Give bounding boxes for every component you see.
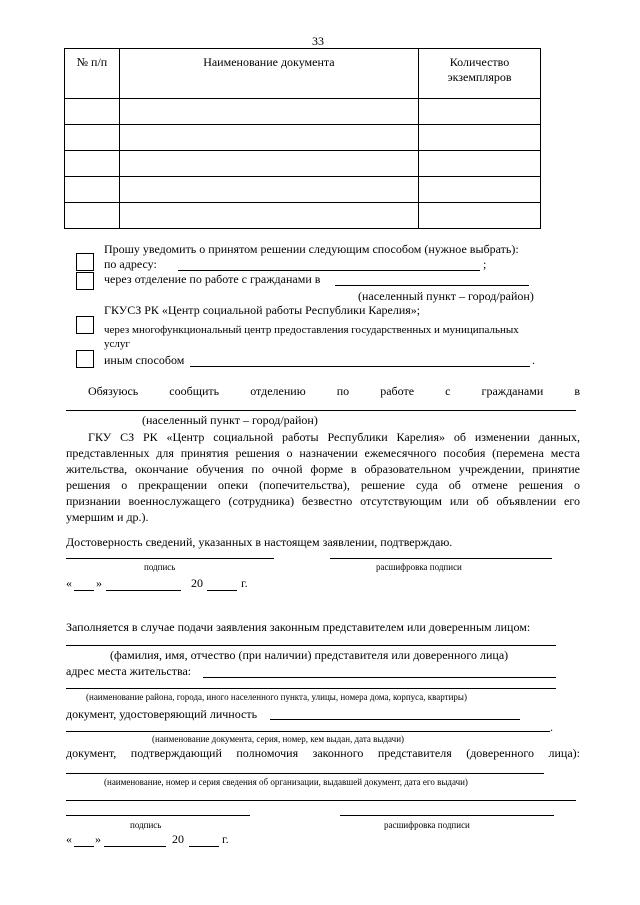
notify-intro: Прошу уведомить о принятом решении следующим способом (нужное выбрать): (104, 242, 519, 256)
table-row (65, 151, 541, 177)
representative-intro: Заполняется в случае подачи заявления законным представителем или доверенным лицом: (66, 620, 531, 634)
applicant-signature-decode-field[interactable] (330, 558, 552, 559)
representative-authority-field[interactable] (66, 773, 544, 774)
applicant-year-suffix: г. (241, 576, 248, 590)
representative-month-field[interactable] (104, 846, 166, 847)
table-row (65, 177, 541, 203)
center-name: ГКУСЗ РК «Центр социальной работы Республики Карелия»; (104, 303, 421, 317)
checkbox-by-address[interactable] (76, 253, 94, 271)
table-cell[interactable] (418, 99, 540, 125)
documents-table (64, 48, 541, 229)
representative-year-prefix: 20 (172, 832, 184, 846)
obligation-line1: Обязуюсь сообщить отделению по работе с гражданами в (88, 384, 580, 398)
obligation-text-line: жительства, окончание обучения по очной форме в образовательном учреждении, принятие (66, 462, 580, 476)
other-end: . (532, 353, 535, 367)
applicant-date-open: « (66, 576, 72, 590)
table-cell[interactable] (65, 125, 120, 151)
confirmation-text: Достоверность сведений, указанных в настоящем заявлении, подтверждаю. (66, 535, 453, 549)
representative-fio-field[interactable] (66, 645, 556, 646)
representative-address-field[interactable] (203, 677, 556, 678)
by-address-end: ; (483, 257, 487, 271)
table-cell[interactable] (65, 203, 120, 229)
checkbox-other[interactable] (76, 350, 94, 368)
table-cell[interactable] (418, 177, 540, 203)
page-number: 33 (312, 34, 324, 48)
other-label: иным способом (104, 353, 185, 367)
table-cell[interactable] (119, 177, 418, 203)
checkbox-via-department[interactable] (76, 272, 94, 290)
obligation-text-line: представленных для принятия решения о назначении ежемесячного пособия (перемена места (66, 446, 580, 460)
table-cell[interactable] (119, 203, 418, 229)
table-cell[interactable] (119, 151, 418, 177)
representative-signature-field[interactable] (66, 815, 250, 816)
table-cell[interactable] (418, 203, 540, 229)
representative-id-doc-end: . (550, 720, 553, 734)
applicant-year-prefix: 20 (191, 576, 203, 590)
applicant-month-field[interactable] (106, 590, 181, 591)
representative-address-label: адрес места жительства: (66, 664, 192, 678)
obligation-locality-field[interactable] (66, 410, 576, 411)
representative-day-field[interactable] (74, 846, 94, 847)
by-address-field[interactable] (178, 270, 480, 271)
table-cell[interactable] (418, 151, 540, 177)
table-row (65, 99, 541, 125)
representative-year-field[interactable] (189, 846, 219, 847)
obligation-text-line: признании военнослужащего (сотрудника) безвестно отсутствующим или об объявлении его (66, 494, 580, 508)
representative-address-field-2[interactable] (66, 688, 556, 689)
representative-decode-field[interactable] (340, 815, 554, 816)
representative-id-doc-hint: (наименование документа, серия, номер, кем выдан, дата выдачи) (152, 734, 405, 744)
table-row (65, 125, 541, 151)
checkbox-mfc[interactable] (76, 316, 94, 334)
table-row (65, 203, 541, 229)
table-header-row (65, 49, 541, 99)
column-header-number: № п/п (65, 49, 120, 99)
applicant-date-close: » (96, 576, 102, 590)
representative-year-suffix: г. (222, 832, 229, 846)
representative-authority-hint: (наименование, номер и серия сведения об организации, выдавшей документ, дата его выдачи) (104, 777, 468, 787)
representative-authority-label: документ, подтверждающий полномочия законного представителя (доверенного лица): (66, 746, 580, 760)
representative-date-close: » (95, 832, 101, 846)
table-cell[interactable] (119, 99, 418, 125)
applicant-signature-label: подпись (144, 562, 176, 572)
representative-authority-field-2[interactable] (66, 800, 576, 801)
mfc-label-line2: услуг (104, 338, 130, 350)
via-department-label: через отделение по работе с гражданами в (104, 272, 321, 286)
representative-signature-label: подпись (130, 820, 162, 830)
representative-decode-label: расшифровка подписи (384, 820, 470, 830)
representative-id-doc-label: документ, удостоверяющий личность (66, 707, 258, 721)
table-cell[interactable] (65, 151, 120, 177)
table-cell[interactable] (119, 125, 418, 151)
representative-id-doc-field-2[interactable] (66, 731, 550, 732)
table-cell[interactable] (418, 125, 540, 151)
applicant-signature-field[interactable] (66, 558, 274, 559)
mfc-label-line1: через многофункциональный центр предоставления государственных и муниципальных (104, 324, 519, 336)
obligation-locality-hint: (населенный пункт – город/район) (142, 413, 318, 427)
by-address-label: по адресу: (104, 257, 157, 271)
applicant-decode-label: расшифровка подписи (376, 562, 462, 572)
column-header-document-name: Наименование документа (119, 49, 418, 99)
applicant-year-field[interactable] (207, 590, 237, 591)
representative-date-open: « (66, 832, 72, 846)
representative-address-hint: (наименование района, города, иного населенного пункта, улицы, номера дома, корпуса, квартиры) (86, 692, 467, 702)
applicant-day-field[interactable] (74, 590, 94, 591)
obligation-text-line: решения о прекращении опеки (попечительства), решение суда об отмене решения о (66, 478, 580, 492)
table-cell[interactable] (65, 177, 120, 203)
representative-fio-hint: (фамилия, имя, отчество (при наличии) представителя или доверенного лица) (110, 648, 509, 662)
other-field[interactable] (190, 366, 530, 367)
via-department-locality-hint: (населенный пункт – город/район) (358, 289, 534, 303)
representative-id-doc-field[interactable] (270, 719, 520, 720)
column-header-copies: Количество экземпляров (418, 49, 540, 99)
table-cell[interactable] (65, 99, 120, 125)
obligation-text-line: ГКУ СЗ РК «Центр социальной работы Республики Карелия» об изменении данных, (88, 430, 580, 444)
via-department-locality-field[interactable] (335, 285, 529, 286)
obligation-text-line: умершим и др.). (66, 510, 149, 524)
